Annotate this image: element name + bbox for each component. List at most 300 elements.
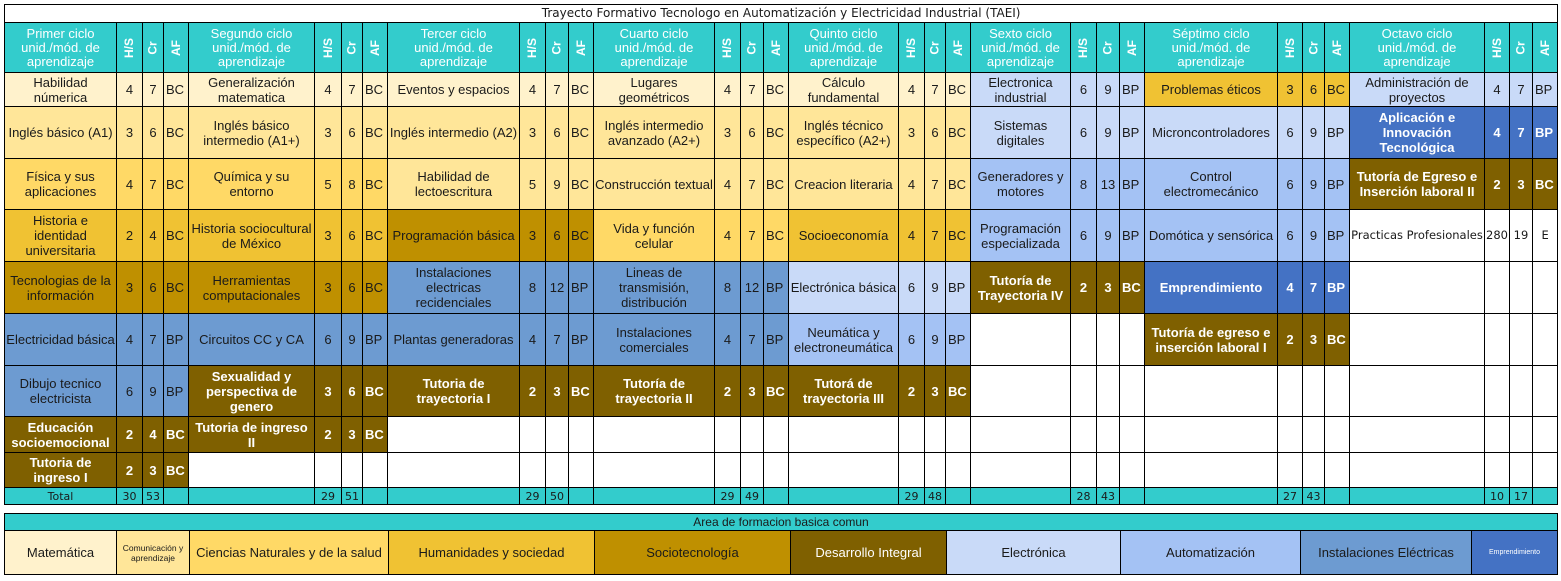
unit-hs xyxy=(1485,366,1510,417)
unit-hs xyxy=(1485,314,1510,366)
unit-name xyxy=(789,453,899,488)
unit-cr: 6 xyxy=(546,210,569,262)
legend-item-matematica: Matemática xyxy=(5,531,117,575)
col-header-hs xyxy=(715,23,741,73)
unit-name: Practicas Profesionales xyxy=(1350,210,1485,262)
unit-af: BP xyxy=(1120,210,1145,262)
total-hs: 29 xyxy=(520,488,546,505)
total-cr: 50 xyxy=(546,488,569,505)
unit-name: Física y sus aplicaciones xyxy=(5,159,117,210)
unit-hs: 2 xyxy=(117,210,143,262)
col-header-hs-label: H/S xyxy=(320,37,335,58)
unit-name: Lugares geométricos xyxy=(594,73,715,107)
unit-name: Electrónica básica xyxy=(789,262,899,314)
unit-cr: 6 xyxy=(342,262,363,314)
unit-name: Neumática y electroneumática xyxy=(789,314,899,366)
total-label xyxy=(594,488,715,505)
col-header-hs-label: H/S xyxy=(720,37,735,58)
unit-name: Inglés intermedio (A2) xyxy=(388,107,520,159)
unit-hs: 4 xyxy=(715,210,741,262)
table-row xyxy=(5,73,1558,107)
unit-af: BC xyxy=(363,262,388,314)
unit-af: BC xyxy=(569,210,594,262)
unit-hs: 4 xyxy=(715,73,741,107)
total-af xyxy=(1325,488,1350,505)
unit-name xyxy=(189,453,315,488)
unit-name: Sistemas digitales xyxy=(971,107,1071,159)
unit-name: Plantas generadoras xyxy=(388,314,520,366)
total-cr: 43 xyxy=(1097,488,1120,505)
unit-af xyxy=(1533,262,1558,314)
col-header-af xyxy=(569,23,594,73)
unit-cr xyxy=(1510,366,1533,417)
unit-hs xyxy=(315,453,342,488)
cycle-header: Octavo ciclo unid./mód. de aprendizaje xyxy=(1350,23,1485,73)
unit-cr xyxy=(1510,262,1533,314)
total-af xyxy=(1533,488,1558,505)
unit-name: Tutoria de ingreso II xyxy=(189,417,315,453)
unit-af: BC xyxy=(764,73,789,107)
unit-af: BC xyxy=(946,73,971,107)
col-header-cr xyxy=(342,23,363,73)
cycle-header: Primer ciclo unid./mód. de aprendizaje xyxy=(5,23,117,73)
total-hs: 27 xyxy=(1278,488,1303,505)
unit-cr xyxy=(1097,366,1120,417)
unit-hs xyxy=(899,453,925,488)
unit-name: Inglés intermedio avanzado (A2+) xyxy=(594,107,715,159)
unit-cr: 3 xyxy=(342,417,363,453)
unit-hs: 2 xyxy=(899,366,925,417)
unit-name: Tutoria de trayectoria I xyxy=(388,366,520,417)
unit-name: Programación básica xyxy=(388,210,520,262)
unit-cr: 7 xyxy=(1510,73,1533,107)
unit-hs: 6 xyxy=(899,314,925,366)
unit-cr: 7 xyxy=(546,73,569,107)
total-hs: 29 xyxy=(315,488,342,505)
unit-name xyxy=(971,417,1071,453)
unit-hs: 5 xyxy=(520,159,546,210)
unit-cr: 6 xyxy=(143,262,164,314)
unit-name: Aplicación e Innovación Tecnológica xyxy=(1350,107,1485,159)
col-header-cr xyxy=(1510,23,1533,73)
unit-hs: 6 xyxy=(899,262,925,314)
total-cr: 48 xyxy=(925,488,946,505)
unit-af: BC xyxy=(164,159,189,210)
unit-name: Vida y función celular xyxy=(594,210,715,262)
unit-cr: 6 xyxy=(741,107,764,159)
unit-name: Emprendimiento xyxy=(1145,262,1278,314)
unit-name: Tutorá de trayectoria III xyxy=(789,366,899,417)
unit-hs xyxy=(899,417,925,453)
unit-hs: 6 xyxy=(1278,107,1303,159)
unit-af: BC xyxy=(1325,314,1350,366)
unit-name: Instalaciones comerciales xyxy=(594,314,715,366)
unit-cr: 4 xyxy=(143,210,164,262)
unit-name: Inglés básico intermedio (A1+) xyxy=(189,107,315,159)
col-header-hs xyxy=(117,23,143,73)
table-row xyxy=(5,159,1558,210)
unit-af: BC xyxy=(764,107,789,159)
unit-hs: 4 xyxy=(1485,107,1510,159)
unit-name: Generalización matematica xyxy=(189,73,315,107)
unit-name xyxy=(1350,314,1485,366)
col-header-cr-label: Cr xyxy=(1306,40,1321,55)
unit-name xyxy=(971,366,1071,417)
total-cr: 53 xyxy=(143,488,164,505)
unit-af: BP xyxy=(946,262,971,314)
unit-af: BC xyxy=(569,73,594,107)
unit-cr xyxy=(925,453,946,488)
legend-item-ciencias: Ciencias Naturales y de la salud xyxy=(190,531,389,575)
unit-hs: 2 xyxy=(1278,314,1303,366)
total-cr: 17 xyxy=(1510,488,1533,505)
unit-af xyxy=(1120,453,1145,488)
total-label xyxy=(1145,488,1278,505)
unit-cr: 8 xyxy=(342,159,363,210)
unit-af: BP xyxy=(946,314,971,366)
unit-hs: 2 xyxy=(1071,262,1097,314)
unit-hs: 2 xyxy=(117,453,143,488)
unit-af: BC xyxy=(164,262,189,314)
unit-af xyxy=(1533,417,1558,453)
unit-name: Programación especializada xyxy=(971,210,1071,262)
unit-hs: 3 xyxy=(315,366,342,417)
unit-af: BC xyxy=(363,73,388,107)
total-hs: 30 xyxy=(117,488,143,505)
unit-hs: 8 xyxy=(1071,159,1097,210)
total-label xyxy=(388,488,520,505)
col-header-hs-label: H/S xyxy=(1489,37,1504,58)
total-af xyxy=(569,488,594,505)
unit-hs: 2 xyxy=(1485,159,1510,210)
total-hs: 28 xyxy=(1071,488,1097,505)
unit-name: Socioeconomía xyxy=(789,210,899,262)
unit-af xyxy=(1533,453,1558,488)
total-hs: 29 xyxy=(899,488,925,505)
unit-af: BC xyxy=(946,159,971,210)
unit-name: Tutoría de Trayectoria IV xyxy=(971,262,1071,314)
unit-hs xyxy=(1071,314,1097,366)
unit-cr xyxy=(1303,366,1325,417)
unit-af xyxy=(569,453,594,488)
col-header-cr xyxy=(925,23,946,73)
total-row xyxy=(5,488,1558,505)
unit-cr: 7 xyxy=(925,159,946,210)
col-header-hs-label: H/S xyxy=(122,37,137,58)
legend-item-desarrollo-integral: Desarrollo Integral xyxy=(791,531,947,575)
unit-af: BP xyxy=(764,262,789,314)
unit-name: Cálculo fundamental xyxy=(789,73,899,107)
col-header-hs-label: H/S xyxy=(1282,37,1297,58)
unit-hs: 3 xyxy=(315,262,342,314)
unit-cr: 7 xyxy=(741,159,764,210)
unit-af: BC xyxy=(164,453,189,488)
unit-name: Control electromecánico xyxy=(1145,159,1278,210)
unit-name: Historia e identidad universitaria xyxy=(5,210,117,262)
total-af xyxy=(764,488,789,505)
unit-hs: 4 xyxy=(899,159,925,210)
unit-name: Tutoría de egreso e inserción laboral I xyxy=(1145,314,1278,366)
unit-name: Dibujo tecnico electricista xyxy=(5,366,117,417)
col-header-hs xyxy=(1071,23,1097,73)
total-hs: 29 xyxy=(715,488,741,505)
unit-af: BP xyxy=(363,314,388,366)
col-header-af-label: AF xyxy=(951,39,965,56)
unit-hs: 4 xyxy=(117,73,143,107)
unit-af: BC xyxy=(164,73,189,107)
col-header-hs xyxy=(315,23,342,73)
legend-item-sociotecnologia: Sociotecnología xyxy=(595,531,791,575)
table-row xyxy=(5,262,1558,314)
col-header-cr-label: Cr xyxy=(345,40,359,55)
col-header-af-label: AF xyxy=(169,39,183,56)
unit-cr xyxy=(546,417,569,453)
unit-hs: 4 xyxy=(520,73,546,107)
col-header-af-label: AF xyxy=(1538,39,1553,56)
unit-af xyxy=(1120,366,1145,417)
col-header-hs-label: H/S xyxy=(1076,37,1091,58)
unit-cr: 19 xyxy=(1510,210,1533,262)
unit-cr: 3 xyxy=(925,366,946,417)
unit-hs: 4 xyxy=(715,314,741,366)
unit-af: BC xyxy=(764,366,789,417)
unit-af: BP xyxy=(569,262,594,314)
unit-hs: 5 xyxy=(315,159,342,210)
unit-name: Instalaciones electricas recidenciales xyxy=(388,262,520,314)
unit-af xyxy=(1120,314,1145,366)
unit-af: BC xyxy=(363,159,388,210)
col-header-af xyxy=(1120,23,1145,73)
unit-af: BP xyxy=(1120,159,1145,210)
unit-af: BC xyxy=(1325,73,1350,107)
unit-name: Creacion literaria xyxy=(789,159,899,210)
unit-cr xyxy=(1303,453,1325,488)
unit-hs xyxy=(1071,417,1097,453)
col-header-cr xyxy=(546,23,569,73)
unit-name: Inglés técnico específico (A2+) xyxy=(789,107,899,159)
unit-cr: 9 xyxy=(342,314,363,366)
unit-af: BC xyxy=(164,107,189,159)
unit-hs xyxy=(1278,453,1303,488)
unit-cr: 9 xyxy=(143,366,164,417)
unit-af xyxy=(569,417,594,453)
unit-cr: 7 xyxy=(741,314,764,366)
unit-hs xyxy=(1071,453,1097,488)
unit-name: Domótica y sensórica xyxy=(1145,210,1278,262)
col-header-hs xyxy=(899,23,925,73)
unit-name: Eventos y espacios xyxy=(388,73,520,107)
unit-af: BP xyxy=(1325,107,1350,159)
unit-name xyxy=(1350,417,1485,453)
unit-cr xyxy=(1510,417,1533,453)
unit-af: BP xyxy=(1325,159,1350,210)
unit-hs: 2 xyxy=(715,366,741,417)
legend-title: Area de formacion basica comun xyxy=(5,514,1558,531)
unit-af: BC xyxy=(1533,159,1558,210)
unit-cr xyxy=(1097,314,1120,366)
unit-cr: 9 xyxy=(925,314,946,366)
unit-af: BC xyxy=(764,210,789,262)
unit-hs: 6 xyxy=(1278,210,1303,262)
unit-name: Microncontroladores xyxy=(1145,107,1278,159)
unit-hs: 6 xyxy=(1071,107,1097,159)
col-header-cr-label: Cr xyxy=(146,40,160,55)
unit-hs xyxy=(715,417,741,453)
unit-cr: 3 xyxy=(546,366,569,417)
unit-cr: 7 xyxy=(143,314,164,366)
unit-cr xyxy=(1510,453,1533,488)
unit-name xyxy=(388,453,520,488)
unit-cr: 9 xyxy=(1303,107,1325,159)
unit-cr: 9 xyxy=(1303,210,1325,262)
unit-hs: 280 xyxy=(1485,210,1510,262)
col-header-af xyxy=(1533,23,1558,73)
unit-hs: 6 xyxy=(1278,159,1303,210)
unit-name: Inglés básico (A1) xyxy=(5,107,117,159)
col-header-hs-label: H/S xyxy=(904,37,919,58)
unit-af: BP xyxy=(1120,107,1145,159)
unit-af: BC xyxy=(363,210,388,262)
col-header-af-label: AF xyxy=(368,39,382,56)
unit-cr: 3 xyxy=(741,366,764,417)
cycle-header: Séptimo ciclo unid./mód. de aprendizaje xyxy=(1145,23,1278,73)
unit-cr xyxy=(925,417,946,453)
unit-af: BC xyxy=(946,210,971,262)
col-header-cr-label: Cr xyxy=(1514,40,1528,55)
unit-name: Electricidad básica xyxy=(5,314,117,366)
unit-hs xyxy=(1071,366,1097,417)
unit-hs xyxy=(520,417,546,453)
unit-cr: 9 xyxy=(1303,159,1325,210)
unit-cr: 9 xyxy=(546,159,569,210)
unit-cr: 7 xyxy=(342,73,363,107)
unit-cr: 7 xyxy=(1303,262,1325,314)
total-cr: 49 xyxy=(741,488,764,505)
table-row xyxy=(5,314,1558,366)
unit-hs: 2 xyxy=(315,417,342,453)
unit-hs: 4 xyxy=(117,314,143,366)
unit-name: Tutoria de ingreso I xyxy=(5,453,117,488)
unit-cr: 6 xyxy=(342,366,363,417)
total-cr: 43 xyxy=(1303,488,1325,505)
col-header-af xyxy=(946,23,971,73)
unit-hs: 4 xyxy=(899,210,925,262)
table-row xyxy=(5,453,1558,488)
unit-cr: 7 xyxy=(925,210,946,262)
unit-hs: 3 xyxy=(715,107,741,159)
cycle-header: Quinto ciclo unid./mód. de aprendizaje xyxy=(789,23,899,73)
unit-af: BC xyxy=(363,417,388,453)
unit-hs: 4 xyxy=(1485,73,1510,107)
cycle-header: Cuarto ciclo unid./mód. de aprendizaje xyxy=(594,23,715,73)
total-hs: 10 xyxy=(1485,488,1510,505)
unit-cr: 7 xyxy=(925,73,946,107)
unit-name xyxy=(594,453,715,488)
unit-name: Generadores y motores xyxy=(971,159,1071,210)
unit-hs: 3 xyxy=(315,107,342,159)
unit-name: Circuitos CC y CA xyxy=(189,314,315,366)
col-header-cr xyxy=(143,23,164,73)
unit-af xyxy=(764,417,789,453)
unit-cr: 3 xyxy=(1097,262,1120,314)
total-cr: 51 xyxy=(342,488,363,505)
col-header-af xyxy=(1325,23,1350,73)
unit-af xyxy=(946,453,971,488)
unit-name: Historia sociocultural de México xyxy=(189,210,315,262)
unit-hs: 3 xyxy=(1278,73,1303,107)
unit-af: BC xyxy=(946,366,971,417)
unit-name: Tutoría de Egreso e Inserción laboral II xyxy=(1350,159,1485,210)
col-header-hs-label: H/S xyxy=(525,37,540,58)
curriculum-table xyxy=(4,4,1558,505)
unit-cr: 7 xyxy=(1510,107,1533,159)
unit-cr: 7 xyxy=(741,210,764,262)
unit-name xyxy=(1145,366,1278,417)
table-row xyxy=(5,366,1558,417)
col-header-cr-label: Cr xyxy=(928,40,942,55)
unit-af xyxy=(1325,417,1350,453)
legend-item-instalaciones: Instalaciones Eléctricas xyxy=(1301,531,1472,575)
unit-cr: 12 xyxy=(741,262,764,314)
total-af xyxy=(363,488,388,505)
unit-name: Herramientas computacionales xyxy=(189,262,315,314)
unit-hs: 3 xyxy=(520,107,546,159)
legend-item-electronica: Electrónica xyxy=(947,531,1121,575)
unit-af: BC xyxy=(1120,262,1145,314)
unit-name: Tecnologias de la información xyxy=(5,262,117,314)
unit-cr: 13 xyxy=(1097,159,1120,210)
unit-hs xyxy=(1278,366,1303,417)
unit-cr: 9 xyxy=(1097,210,1120,262)
unit-hs: 3 xyxy=(315,210,342,262)
unit-name: Construcción textual xyxy=(594,159,715,210)
unit-hs: 4 xyxy=(117,159,143,210)
unit-cr: 6 xyxy=(342,210,363,262)
unit-af: BC xyxy=(363,107,388,159)
total-label xyxy=(971,488,1071,505)
unit-hs xyxy=(520,453,546,488)
total-label xyxy=(789,488,899,505)
unit-hs: 8 xyxy=(715,262,741,314)
cycle-header: Segundo ciclo unid./mód. de aprendizaje xyxy=(189,23,315,73)
unit-hs: 4 xyxy=(520,314,546,366)
unit-cr xyxy=(1303,417,1325,453)
legend-item-emprendimiento: Emprendimiento xyxy=(1472,531,1558,575)
unit-cr: 4 xyxy=(143,417,164,453)
unit-af: BC xyxy=(764,159,789,210)
unit-name xyxy=(388,417,520,453)
unit-hs xyxy=(715,453,741,488)
unit-af: BP xyxy=(1533,73,1558,107)
unit-af: BP xyxy=(569,314,594,366)
col-header-cr-label: Cr xyxy=(745,40,759,55)
unit-name: Educación socioemocional xyxy=(5,417,117,453)
unit-name xyxy=(1350,262,1485,314)
unit-hs xyxy=(1485,453,1510,488)
total-af xyxy=(1120,488,1145,505)
unit-hs xyxy=(1485,417,1510,453)
unit-hs: 3 xyxy=(117,107,143,159)
unit-name xyxy=(971,453,1071,488)
unit-hs: 4 xyxy=(1278,262,1303,314)
unit-name: Tutoría de trayectoria II xyxy=(594,366,715,417)
unit-cr: 9 xyxy=(1097,73,1120,107)
col-header-af xyxy=(164,23,189,73)
unit-hs: 4 xyxy=(715,159,741,210)
col-header-hs xyxy=(1278,23,1303,73)
unit-hs: 6 xyxy=(1071,73,1097,107)
unit-af: BC xyxy=(569,366,594,417)
